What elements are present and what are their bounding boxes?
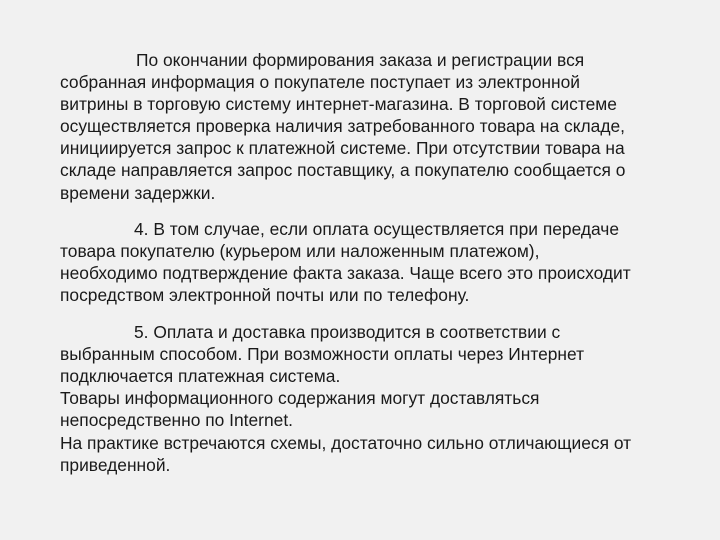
text-line: подключается платежная система. xyxy=(60,366,341,387)
paragraph-spacer xyxy=(60,307,700,322)
text-line: осуществляется проверка наличия затребованного товара на складе, xyxy=(60,116,625,137)
text-line: необходимо подтверждение факта заказа. Чаще всего это происходит xyxy=(60,263,631,284)
text-line: 5. Оплата и доставка производится в соответствии с xyxy=(134,322,561,343)
text-line: времени задержки. xyxy=(60,182,216,203)
paragraph-order-processing xyxy=(60,49,700,204)
text-line: непосредственно по Internet. xyxy=(60,410,293,431)
text-line: собранная информация о покупателе поступает из электронной xyxy=(60,72,580,93)
text-line: товара покупателю (курьером или наложенным платежом), xyxy=(60,241,540,262)
text-line: На практике встречаются схемы, достаточно сильно отличающиеся от xyxy=(60,432,632,453)
text-line: выбранным способом. При возможности оплаты через Интернет xyxy=(60,344,585,365)
paragraph-spacer xyxy=(60,204,700,219)
text-line: витрины в торговую систему интернет-магазина. В торговой системе xyxy=(60,94,617,115)
paragraph-item-4 xyxy=(60,218,700,306)
text-line: 4. В том случае, если оплата осуществляется при передаче xyxy=(134,219,620,240)
paragraph-item-5 xyxy=(60,321,700,476)
slide-text-body xyxy=(60,49,700,476)
text-line: Товары информационного содержания могут доставляться xyxy=(60,388,540,409)
text-line: По окончании формирования заказа и регистрации вся xyxy=(136,50,585,70)
text-line: приведенной. xyxy=(60,454,171,475)
text-line: инициируется запрос к платежной системе. При отсутствии товара на xyxy=(60,138,625,159)
text-line: складе направляется запрос поставщику, а покупателю сообщается о xyxy=(60,160,626,181)
text-line: посредством электронной почты или по телефону. xyxy=(60,285,470,306)
